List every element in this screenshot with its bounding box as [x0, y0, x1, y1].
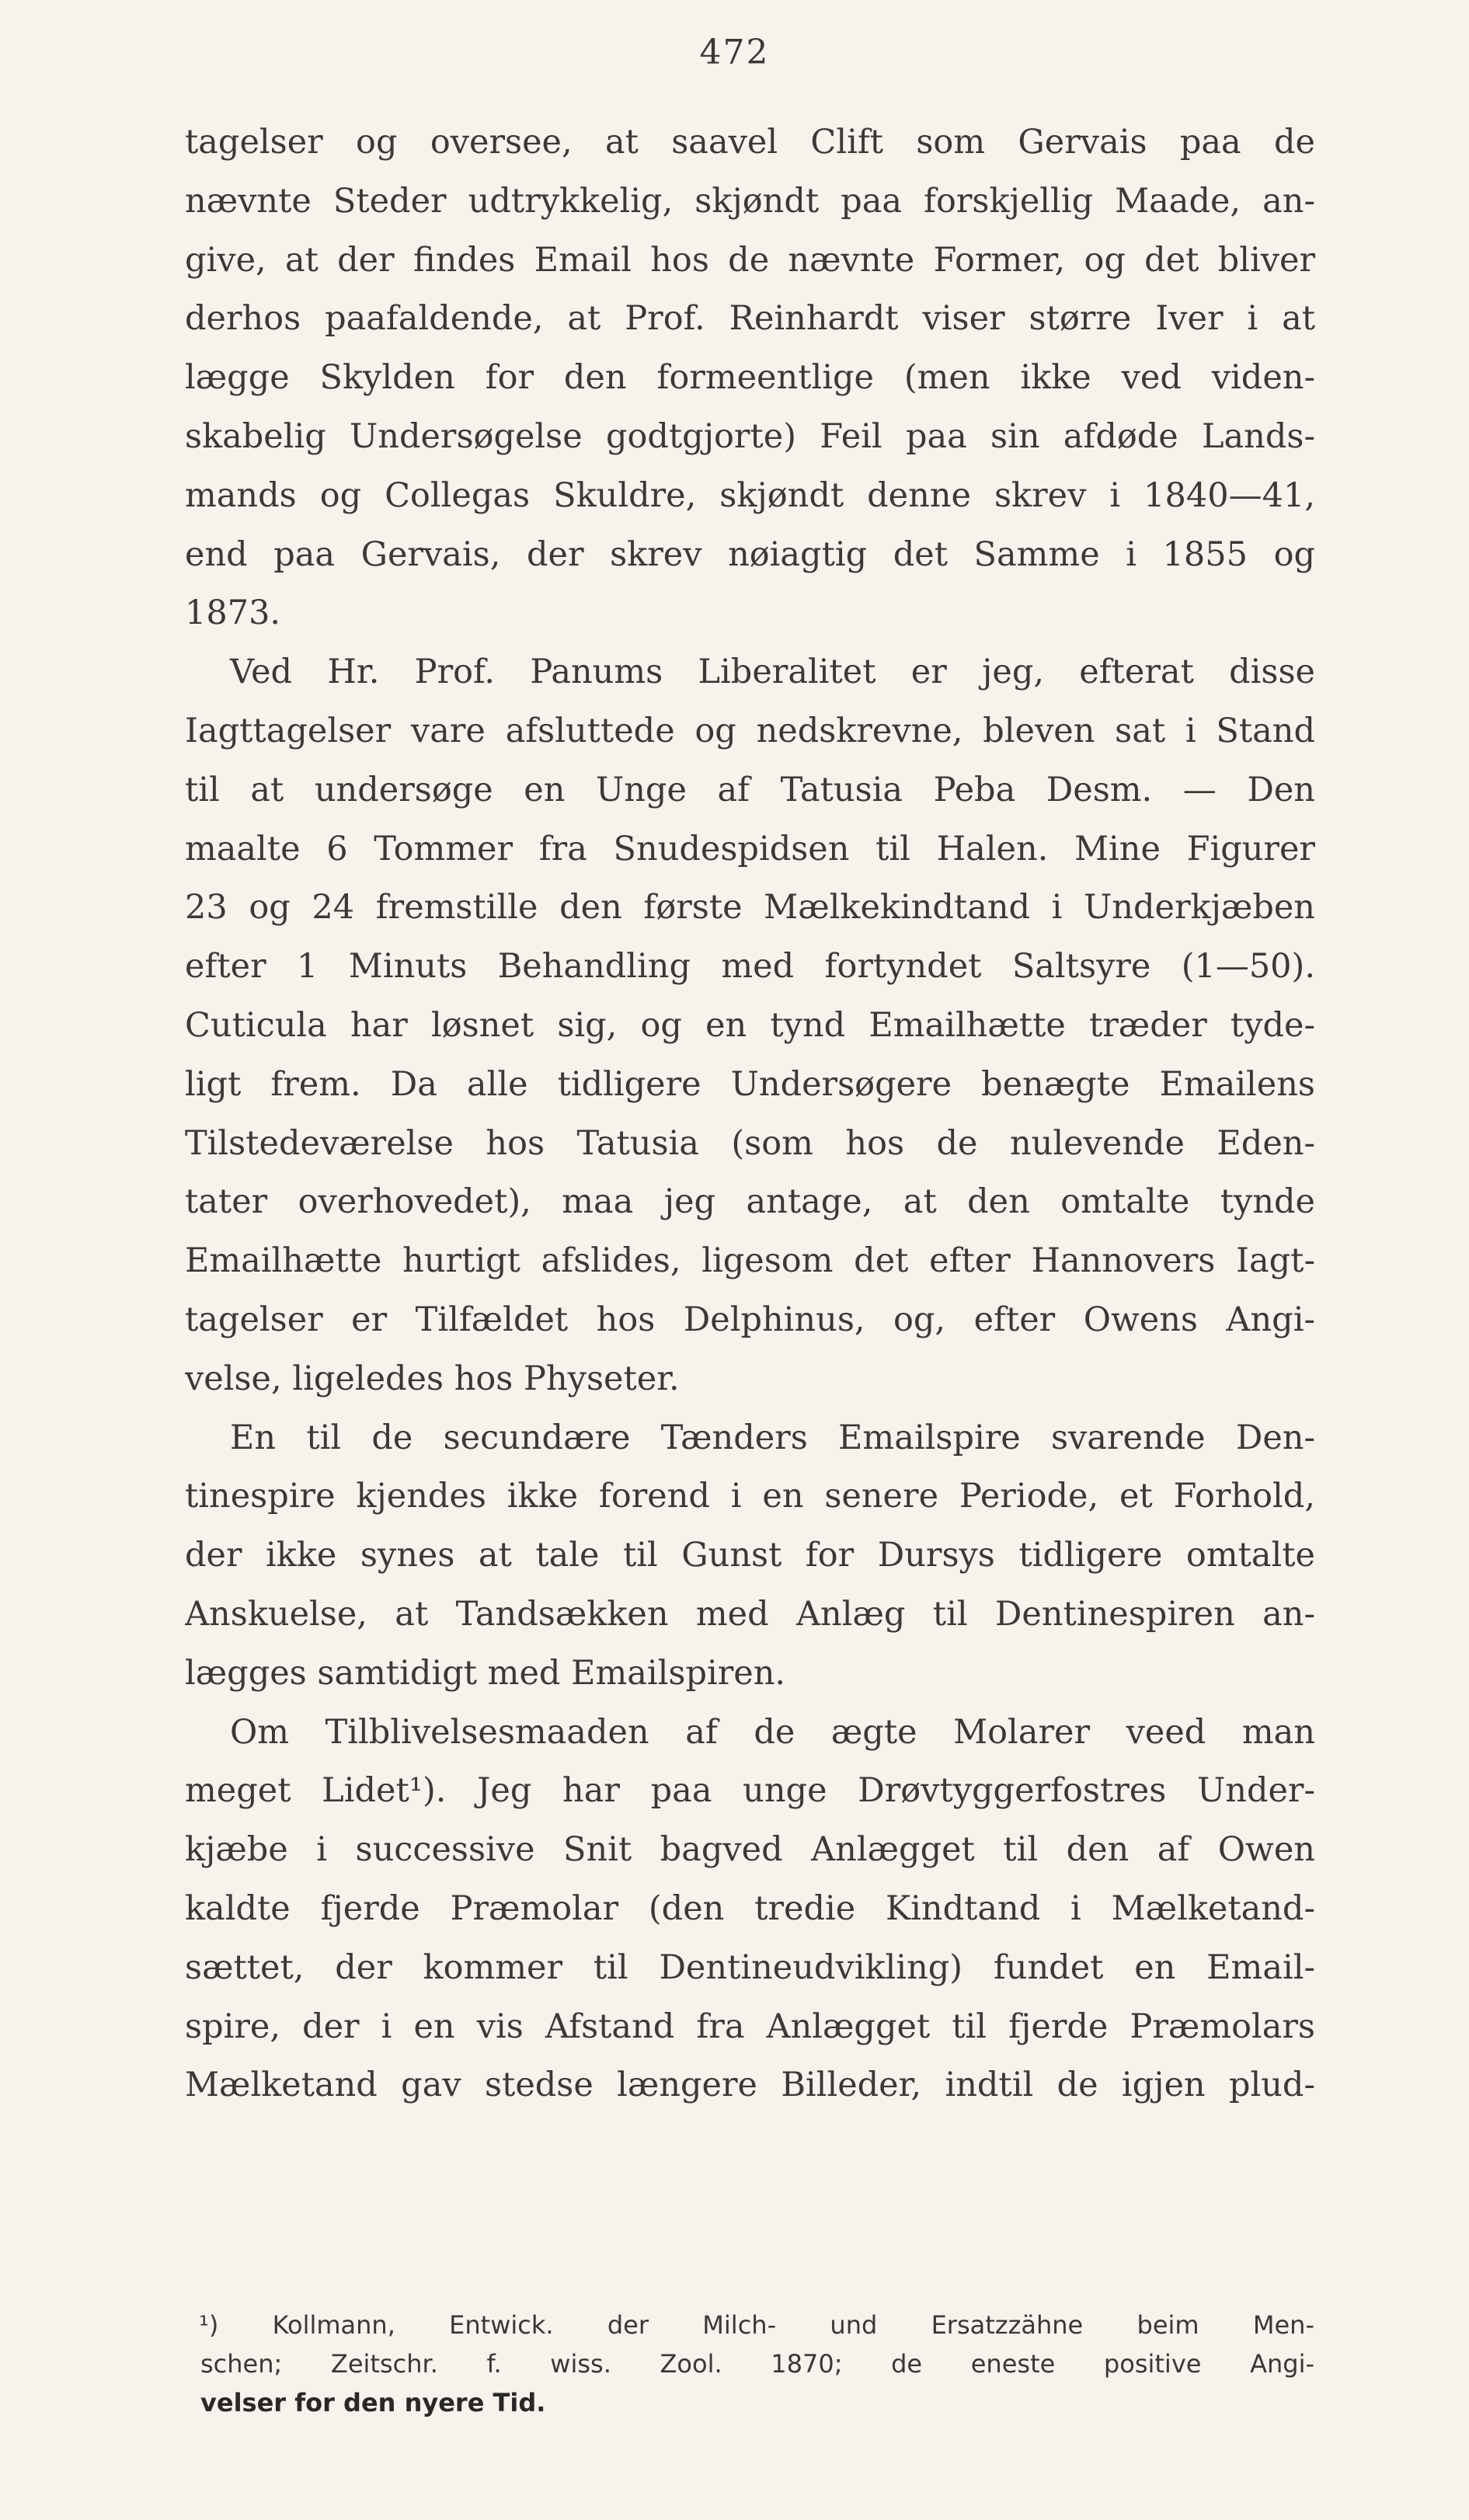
text-line: Mælketand gav stedse længere Billeder, indtil de igjen plud-: [185, 2066, 1315, 2105]
text-line: Cuticula har løsnet sig, og en tynd Emailhætte træder tyde-: [185, 1005, 1315, 1045]
text-line: tagelser er Tilfældet hos Delphinus, og, efter Owens Angi-: [185, 1300, 1315, 1339]
footnote: [199, 2306, 1314, 2422]
text-line: lægge Skylden for den formeentlige (men ikke ved viden-: [185, 358, 1315, 398]
text-line: mands og Collegas Skuldre, skjøndt denne skrev i 1840—41,: [185, 475, 1315, 515]
text-line: maalte 6 Tommer fra Snudespidsen til Halen. Mine Figurer: [185, 829, 1315, 868]
text-line: nævnte Steder udtrykkelig, skjøndt paa forskjellig Maade, an-: [185, 181, 1315, 221]
text-line: Ved Hr. Prof. Panums Liberalitet er jeg, efterat disse: [230, 653, 1315, 692]
paragraph: [185, 113, 1315, 643]
paragraph: [185, 643, 1315, 1408]
text-line: end paa Gervais, der skrev nøiagtig det Samme i 1855 og: [185, 534, 1315, 574]
text-line: Tilstedeværelse hos Tatusia (som hos de nulevende Eden-: [185, 1123, 1315, 1163]
text-line: Om Tilblivelsesmaaden af de ægte Molarer veed man: [230, 1712, 1315, 1752]
text-line: efter 1 Minuts Behandling med fortyndet Saltsyre (1—50).: [185, 947, 1315, 987]
text-line: give, at der findes Email hos de nævnte Former, og det bliver: [185, 240, 1315, 280]
text-line: kaldte fjerde Præmolar (den tredie Kindtand i Mælketand-: [185, 1888, 1315, 1928]
text-line: tagelser og oversee, at saavel Clift som Gervais paa de: [185, 123, 1315, 162]
text-line: 23 og 24 fremstille den første Mælkekindtand i Underkjæben: [185, 888, 1315, 928]
text-line: der ikke synes at tale til Gunst for Dursys tidligere omtalte: [185, 1536, 1315, 1575]
text-line: Iagttagelser vare afsluttede og nedskrevne, bleven sat i Stand: [185, 711, 1315, 750]
text-line: sættet, der kommer til Dentineudvikling) fundet en Email-: [185, 1947, 1315, 1987]
text-line: derhos paafaldende, at Prof. Reinhardt viser større Iver i at: [185, 299, 1315, 339]
text-line: meget Lidet¹). Jeg har paa unge Drøvtyggerfostres Under-: [185, 1771, 1315, 1811]
text-line: tater overhovedet), maa jeg antage, at den omtalte tynde: [185, 1182, 1315, 1222]
text-line: kjæbe i successive Snit bagved Anlægget til den af Owen: [185, 1830, 1315, 1870]
text-line: skabelig Undersøgelse godtgjorte) Feil paa sin afdøde Lands-: [185, 416, 1315, 456]
footnote-line: ¹) Kollmann, Entwick. der Milch- und Ersatzzähne beim Men-: [199, 2310, 1314, 2340]
text-line: tinespire kjendes ikke forend i en senere Periode, et Forhold,: [185, 1477, 1315, 1516]
paragraph: [185, 1704, 1315, 2116]
text-line: velse, ligeledes hos Physeter.: [185, 1359, 680, 1398]
text-line: spire, der i en vis Afstand fra Anlægget til fjerde Præmolars: [185, 2007, 1315, 2046]
text-line: 1873.: [185, 593, 281, 633]
text-line: Anskuelse, at Tandsækken med Anlæg til Dentinespiren an-: [185, 1594, 1315, 1634]
body-text: [185, 113, 1315, 2115]
text-line: lægges samtidigt med Emailspiren.: [185, 1653, 786, 1693]
paragraph: [185, 1409, 1315, 1704]
footnote-line: schen; Zeitschr. f. wiss. Zool. 1870; de eneste positive Angi-: [200, 2349, 1314, 2379]
text-line: til at undersøge en Unge af Tatusia Peba Desm. — Den: [185, 770, 1315, 809]
text-line: En til de secundære Tænders Emailspire svarende Den-: [230, 1418, 1315, 1457]
text-line: Emailhætte hurtigt afslides, ligesom det efter Hannovers Iagt-: [185, 1241, 1315, 1281]
footnote-line: velser for den nyere Tid.: [200, 2388, 546, 2417]
page-number: 472: [699, 33, 770, 72]
text-line: ligt frem. Da alle tidligere Undersøgere benægte Emailens: [185, 1064, 1315, 1104]
